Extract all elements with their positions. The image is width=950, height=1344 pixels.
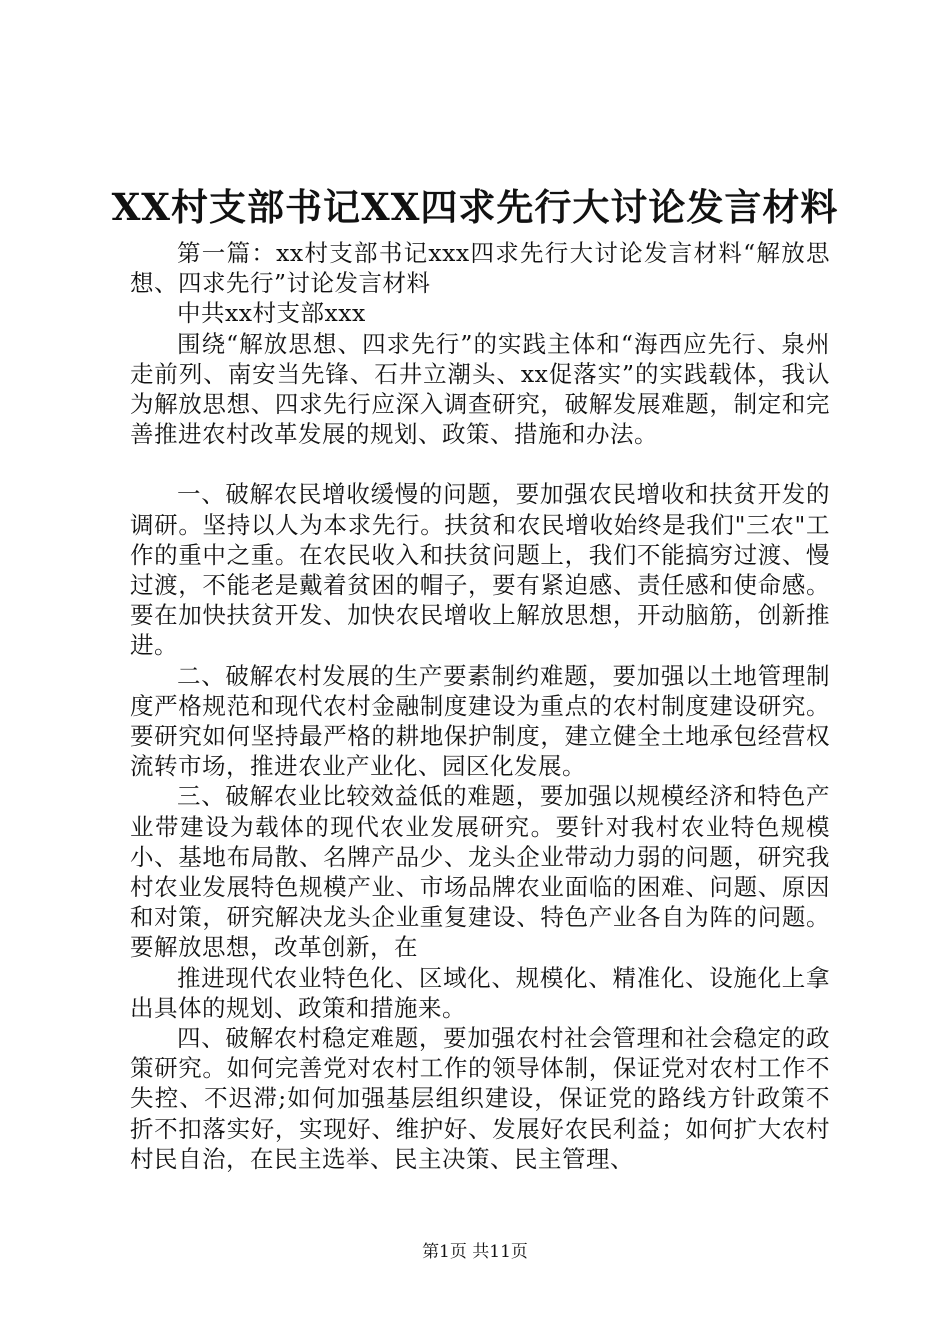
document-title: XX村支部书记XX四求先行大讨论发言材料 [111, 185, 839, 229]
page-number: 第1页 共11页 [422, 1242, 528, 1262]
paragraph: 二、破解农村发展的生产要素制约难题，要加强以土地管理制度严格规范和现代农村金融制度建设为重点的农村制度建设研究。要研究如何坚持最严格的耕地保护制度，建立健全土地承包经营权流转市场，推进农业产业化、园区化发展。 [130, 661, 830, 781]
document-body [130, 238, 830, 1174]
paragraph: 中共xx村支部xxx [177, 299, 366, 328]
paragraph: 三、破解农业比较效益低的难题，要加强以规模经济和特色产业带建设为载体的现代农业发展研究。要针对我村农业特色规模小、基地布局散、名牌产品少、龙头企业带动力弱的问题，研究我村农业发展特色规模产业、市场品牌农业面临的困难、问题、原因和对策，研究解决龙头企业重复建设、特色产业各自为阵的问题。要解放思想，改革创新，在 [130, 782, 830, 962]
paragraph: 一、破解农民增收缓慢的问题，要加强农民增收和扶贫开发的调研。坚持以人为本求先行。扶贫和农民增收始终是我们"三农"工作的重中之重。在农民收入和扶贫问题上，我们不能搞穷过渡、慢过渡，不能老是戴着贫困的帽子，要有紧迫感、责任感和使命感。要在加快扶贫开发、加快农民增收上解放思想，开动脑筋，创新推进。 [130, 480, 830, 660]
paragraph: 推进现代农业特色化、区域化、规模化、精准化、设施化上拿出具体的规划、政策和措施来。 [130, 963, 830, 1022]
paragraph: 围绕“解放思想、四求先行”的实践主体和“海西应先行、泉州走前列、南安当先锋、石井立潮头、xx促落实”的实践载体，我认为解放思想、四求先行应深入调查研究，破解发展难题，制定和完善推进农村改革发展的规划、政策、措施和办法。 [130, 329, 830, 449]
paragraph: 第一篇：xx村支部书记xxx四求先行大讨论发言材料“解放思想、四求先行”讨论发言材料 [130, 239, 830, 298]
paragraph: 四、破解农村稳定难题，要加强农村社会管理和社会稳定的政策研究。如何完善党对农村工作的领导体制，保证党对农村工作不失控、不迟滞;如何加强基层组织建设，保证党的路线方针政策不折不扣落实好，实现好、维护好、发展好农民利益；如何扩大农村村民自治，在民主选举、民主决策、民主管理、 [130, 1024, 830, 1173]
